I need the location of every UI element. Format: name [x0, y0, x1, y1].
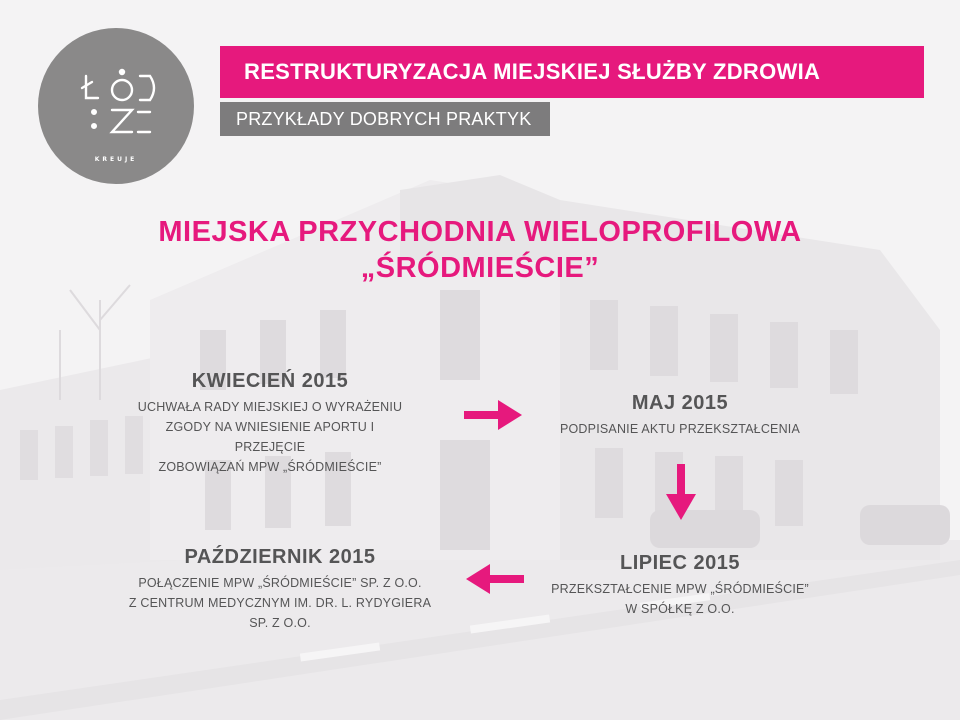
logo-caption: KREUJE [94, 156, 138, 163]
subtitle-bar [220, 102, 550, 136]
step-title: PAŹDZIERNIK 2015 [184, 546, 376, 568]
step-line: ZGODY NA WNIESIENIE APORTU I PRZEJĘCIE [165, 420, 375, 454]
step-line: PRZEKSZTAŁCENIE MPW „ŚRÓDMIEŚCIE” [551, 582, 809, 596]
timeline-step-may [545, 392, 815, 439]
step-line: UCHWAŁA RADY MIEJSKIEJ O WYRAŻENIU [137, 400, 403, 414]
step-line: Z CENTRUM MEDYCZNYM IM. DR. L. RYDYGIERA [128, 596, 432, 610]
step-title: LIPIEC 2015 [619, 552, 740, 574]
arrow-left-icon [464, 562, 526, 596]
headline-line-2: „ŚRÓDMIEŚCIE” [360, 252, 600, 284]
arrow-down-icon [664, 462, 698, 522]
step-title: MAJ 2015 [631, 392, 729, 414]
arrow-right-icon [462, 398, 524, 432]
timeline-step-july [540, 552, 820, 619]
step-line: POŁĄCZENIE MPW „ŚRÓDMIEŚCIE” SP. Z O.O. [138, 576, 422, 590]
city-logo [38, 28, 194, 184]
step-line: SP. Z O.O. [249, 616, 311, 630]
page-title: RESTRUKTURYZACJA MIEJSKIEJ SŁUŻBY ZDROWIA [244, 59, 821, 84]
timeline-step-october [110, 546, 450, 633]
step-title: KWIECIEŃ 2015 [191, 370, 349, 392]
title-bar [220, 46, 924, 98]
timeline-step-april [130, 370, 410, 477]
page-subtitle: PRZYKŁADY DOBRYCH PRAKTYK [236, 108, 532, 129]
headline-line-1: MIEJSKA PRZYCHODNIA WIELOPROFILOWA [158, 216, 802, 248]
step-line: ZOBOWIĄZAŃ MPW „ŚRÓDMIEŚCIE” [158, 460, 382, 474]
step-line: PODPISANIE AKTU PRZEKSZTAŁCENIA [559, 422, 801, 436]
step-line: W SPÓŁKĘ Z O.O. [625, 602, 735, 616]
